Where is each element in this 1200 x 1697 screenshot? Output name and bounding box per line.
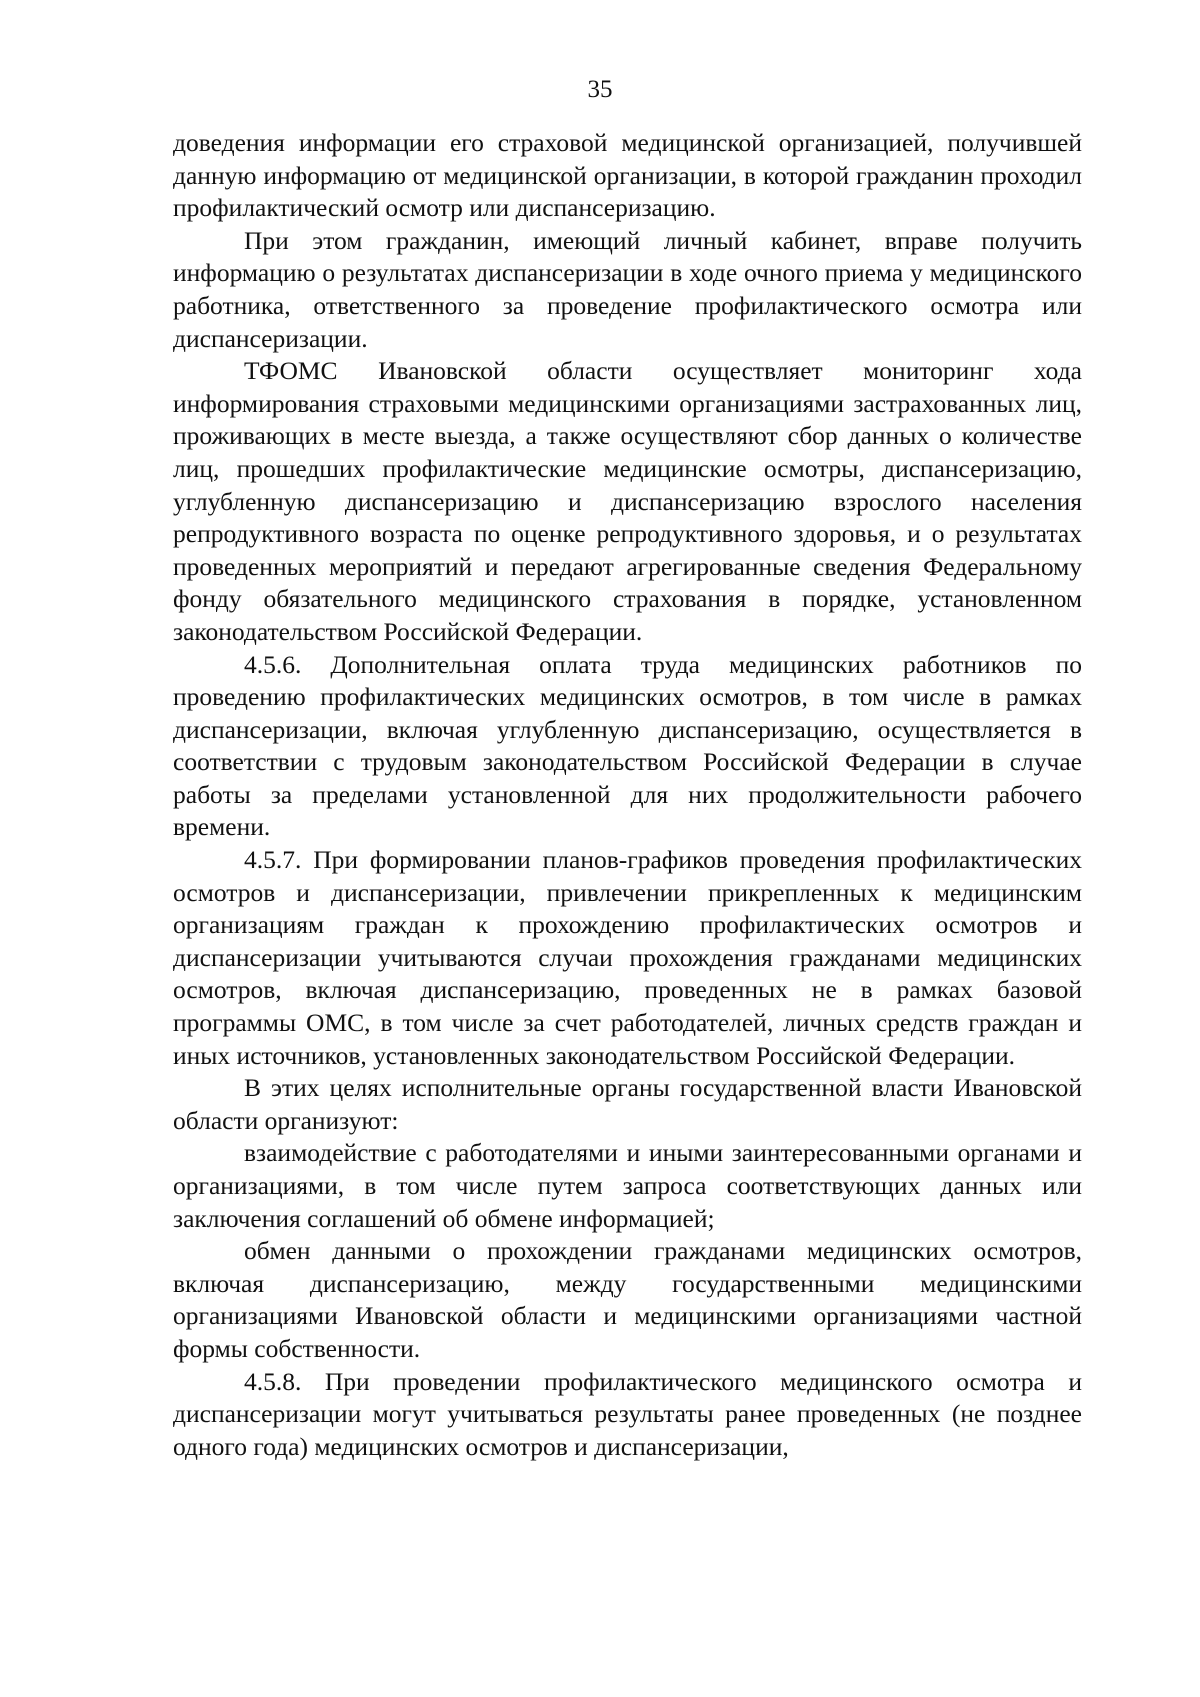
document-body xyxy=(173,127,1082,1463)
paragraph-4-5-6: 4.5.6. Дополнительная оплата труда медицинских работников по проведению профилактических медицинских осмотров, в том числе в рамках диспансеризации, включая углубленную диспансеризацию, осуществляется в соответствии с трудовым законодательством Российской Федерации в случае работы за пределами установленной для них продолжительности рабочего времени. xyxy=(173,649,1082,842)
paragraph-4-5-7: 4.5.7. При формировании планов-графиков проведения профилактических осмотров и диспансеризации, привлечении прикрепленных к медицинским организациям граждан к прохождению профилактических осмотров и диспансеризации учитываются случаи прохождения гражданами медицинских осмотров, включая диспансеризацию, проведенных не в рамках базовой программы ОМС, в том числе за счет работодателей, личных средств граждан и иных источников, установленных законодательством Российской Федерации. xyxy=(173,845,1082,1070)
paragraph-purposes: В этих целях исполнительные органы государственной власти Ивановской области организуют: xyxy=(173,1073,1082,1135)
paragraph-data-exchange: обмен данными о прохождении гражданами медицинских осмотров, включая диспансеризацию, между государственными медицинскими организациями Ивановской области и медицинскими организациями частной формы собственности. xyxy=(173,1236,1082,1363)
paragraph-continuation: доведения информации его страховой медицинской организацией, получившей данную информацию от медицинской организации, в которой гражданин проходил профилактический осмотр или диспансеризацию. xyxy=(173,128,1082,223)
paragraph-personal-cabinet: При этом гражданин, имеющий личный кабинет, вправе получить информацию о результатах диспансеризации в ходе очного приема у медицинского работника, ответственного за проведение профилактического осмотра или диспансеризации. xyxy=(173,225,1082,353)
paragraph-4-5-8: 4.5.8. При проведении профилактического медицинского осмотра и диспансеризации могут учитываться результаты ранее проведенных (не позднее одного года) медицинских осмотров и диспансеризации, xyxy=(173,1366,1082,1461)
paragraph-tfoms-monitoring: ТФОМС Ивановской области осуществляет мониторинг хода информирования страховыми медицинскими организациями застрахованных лиц, проживающих в месте выезда, а также осуществляют сбор данных о количестве лиц, прошедших профилактические медицинские осмотры, диспансеризацию, углубленную диспансеризацию и диспансеризацию взрослого населения репродуктивного возраста по оценке репродуктивного здоровья, и о результатах проведенных мероприятий и передают агрегированные сведения Федеральному фонду обязательного медицинского страхования в порядке, установленном законодательством Российской Федерации. xyxy=(173,356,1082,646)
page-number: 35 xyxy=(587,76,613,103)
paragraph-interaction: взаимодействие с работодателями и иными заинтересованными органами и организациями, в том числе путем запроса соответствующих данных или заключения соглашений об обмене информацией; xyxy=(173,1138,1082,1233)
